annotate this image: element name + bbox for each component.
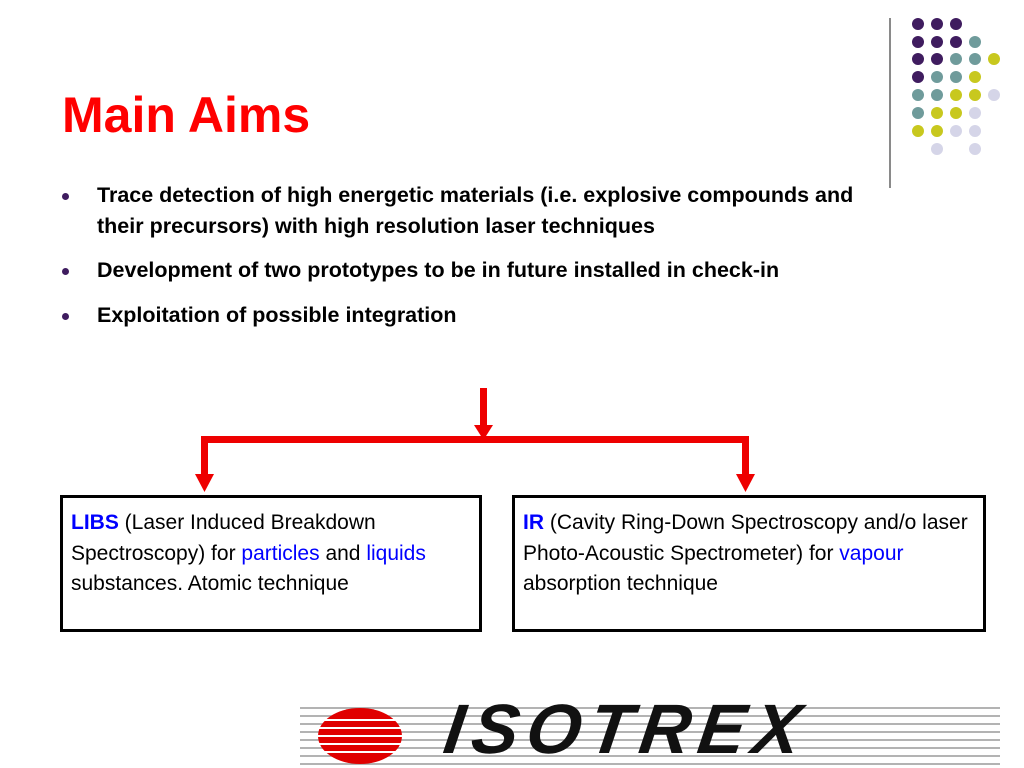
particles-highlight: particles — [241, 541, 320, 565]
libs-keyword: LIBS — [71, 511, 119, 534]
libs-box: LIBS (Laser Induced Breakdown Spectroscopy) for particles and liquids substances. Atomic technique — [60, 495, 482, 632]
vapour-highlight: vapour — [839, 541, 904, 565]
bullet-item: Trace detection of high energetic materials (i.e. explosive compounds and their precursors) with high resolution laser techniques — [62, 180, 862, 241]
ir-box: IR (Cavity Ring-Down Spectroscopy and/o laser Photo-Acoustic Spectrometer) for vapour absorption technique — [512, 495, 986, 632]
isotrex-logo-text: ISOTREX — [439, 690, 814, 768]
ir-keyword: IR — [523, 511, 544, 534]
slide-title: Main Aims — [62, 87, 311, 143]
bullet-item: Development of two prototypes to be in future installed in check-in — [62, 255, 862, 286]
bullet-item: Exploitation of possible integration — [62, 300, 862, 331]
liquids-highlight: liquids — [366, 541, 426, 565]
